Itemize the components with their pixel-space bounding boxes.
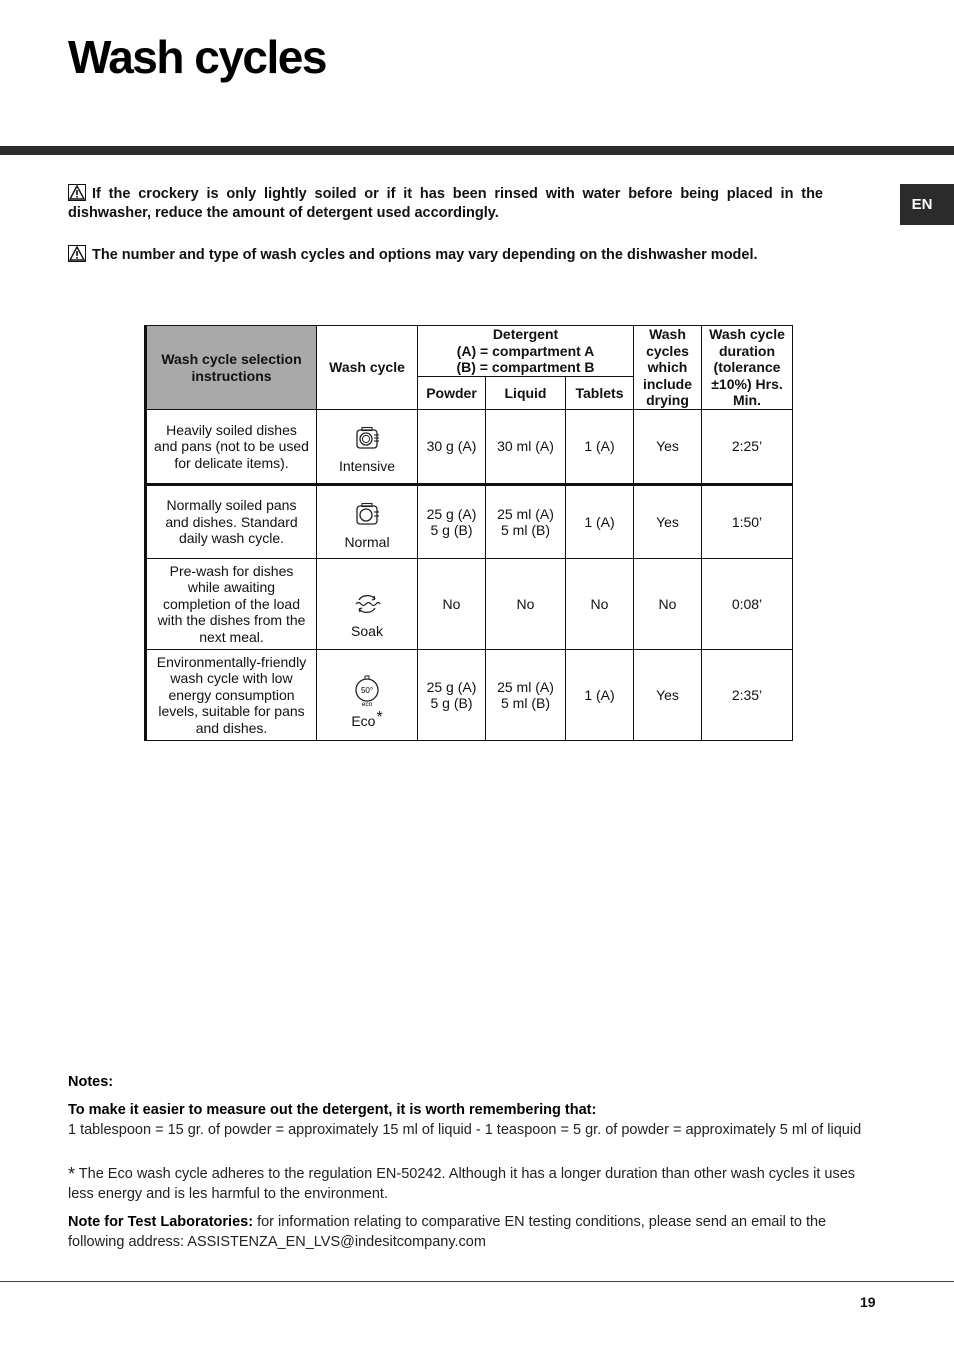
header-rule (0, 146, 954, 155)
footer-rule (0, 1281, 954, 1282)
tablets-cell: 1 (A) (566, 650, 634, 741)
header-instructions: Wash cycle selection instructions (146, 326, 317, 410)
eco-icon (352, 674, 382, 708)
header-wash-cycle: Wash cycle (317, 326, 418, 410)
notes-test-labs (68, 1213, 868, 1252)
page-number: 19 (860, 1294, 876, 1310)
duration-cell: 2:25’ (702, 410, 793, 485)
liquid-b: 5 ml (B) (501, 522, 550, 538)
cycle-name (317, 710, 417, 730)
powder-cell: No (418, 559, 486, 650)
cycle-cell-normal (317, 485, 418, 559)
table-row (146, 410, 793, 485)
drying-cell: Yes (634, 650, 702, 741)
cycle-name: Intensive (338, 458, 396, 475)
compartment-b-label: (B) = compartment B (456, 359, 595, 376)
powder-a: 25 g (A) (426, 505, 477, 522)
powder-b: 5 g (B) (430, 522, 473, 538)
cycle-cell-intensive (317, 410, 418, 485)
cycle-name: Soak (351, 622, 383, 639)
powder-cell (418, 485, 486, 559)
header-powder: Powder (418, 377, 486, 410)
eco-asterisk: * (376, 709, 383, 727)
liquid-a: 25 ml (A) (497, 678, 554, 695)
table-row (146, 559, 793, 650)
normal-icon (353, 502, 381, 528)
eco-temp-label: 50° (360, 686, 374, 696)
table-row (146, 485, 793, 559)
warning-triangle-icon (68, 245, 86, 262)
intensive-icon (353, 426, 381, 452)
wash-cycles-table (144, 325, 793, 741)
liquid-a: 25 ml (A) (497, 505, 554, 522)
instructions-cell: Environmentally-friendly wash cycle with low energy consumption levels, suitable for pans and dishes. (146, 650, 317, 741)
tablets-cell: 1 (A) (566, 410, 634, 485)
cycle-cell-eco (317, 650, 418, 741)
powder-b: 5 g (B) (430, 695, 473, 711)
notes-measure (68, 1101, 868, 1140)
warning-lightly-soiled (68, 184, 823, 223)
warning-model-variation (68, 245, 838, 265)
compartment-a-label: (A) = compartment A (456, 342, 595, 359)
duration-cell: 2:35’ (702, 650, 793, 741)
lab-text: for information relating to comparative EN testing conditions, please send an email to the following address: ASSISTENZA_EN_LVS@indesitcompany.com (68, 1214, 827, 1250)
instructions-cell: Pre-wash for dishes while awaiting completion of the load with the dishes from the next meal. (146, 559, 317, 650)
liquid-cell (486, 485, 566, 559)
drying-cell: Yes (634, 485, 702, 559)
cycle-name: Normal (344, 533, 390, 550)
tablets-cell: 1 (A) (566, 485, 634, 559)
liquid-cell: 30 ml (A) (486, 410, 566, 485)
table-row (146, 650, 793, 741)
language-label: EN (911, 196, 933, 213)
liquid-b: 5 ml (B) (501, 695, 550, 711)
duration-cell: 1:50’ (702, 485, 793, 559)
language-tab (900, 184, 954, 225)
instructions-cell: Heavily soiled dishes and pans (not to be used for delicate items). (146, 410, 317, 485)
header-detergent (418, 326, 634, 377)
measure-heading: To make it easier to measure out the detergent, it is worth remembering that: (68, 1102, 597, 1118)
cycle-cell-soak (317, 559, 418, 650)
warning-triangle-icon (68, 184, 86, 201)
powder-cell (418, 650, 486, 741)
notes-eco (68, 1165, 868, 1204)
powder-cell: 30 g (A) (418, 410, 486, 485)
warning-text: The number and type of wash cycles and options may vary depending on the dishwasher model. (92, 247, 758, 263)
powder-a: 25 g (A) (426, 678, 477, 695)
drying-cell: No (634, 559, 702, 650)
liquid-cell: No (486, 559, 566, 650)
cycle-name-text: Eco (351, 713, 376, 730)
eco-note-text: The Eco wash cycle adheres to the regulation EN-50242. Although it has a longer duration than other wash cycles it uses less energy and is les harmful to the environment. (68, 1166, 856, 1202)
warning-text: If the crockery is only lightly soiled or if it has been rinsed with water before being placed in the dishwasher, reduce the amount of detergent used accordingly. (68, 186, 823, 221)
tablets-cell: No (566, 559, 634, 650)
header-drying: Wash cycles which include drying (634, 326, 702, 410)
soak-icon (352, 591, 382, 617)
liquid-cell (486, 650, 566, 741)
header-liquid: Liquid (486, 377, 566, 410)
drying-cell: Yes (634, 410, 702, 485)
eco-badge-label: eco (361, 701, 373, 709)
eco-note-asterisk: * (68, 1164, 76, 1184)
header-tablets: Tablets (566, 377, 634, 410)
notes-heading: Notes: (68, 1074, 114, 1090)
instructions-cell: Normally soiled pans and dishes. Standard daily wash cycle. (146, 485, 317, 559)
detergent-label: Detergent (492, 326, 559, 343)
duration-cell: 0:08’ (702, 559, 793, 650)
page-title: Wash cycles (68, 31, 326, 83)
header-duration: Wash cycle duration (tolerance ±10%) Hrs. Min. (702, 326, 793, 410)
measure-text: 1 tablespoon = 15 gr. of powder = approximately 15 ml of liquid - 1 teaspoon = 5 gr. of powder = approximately 5 ml of liquid (68, 1121, 862, 1138)
lab-heading: Note for Test Laboratories: (68, 1214, 254, 1230)
